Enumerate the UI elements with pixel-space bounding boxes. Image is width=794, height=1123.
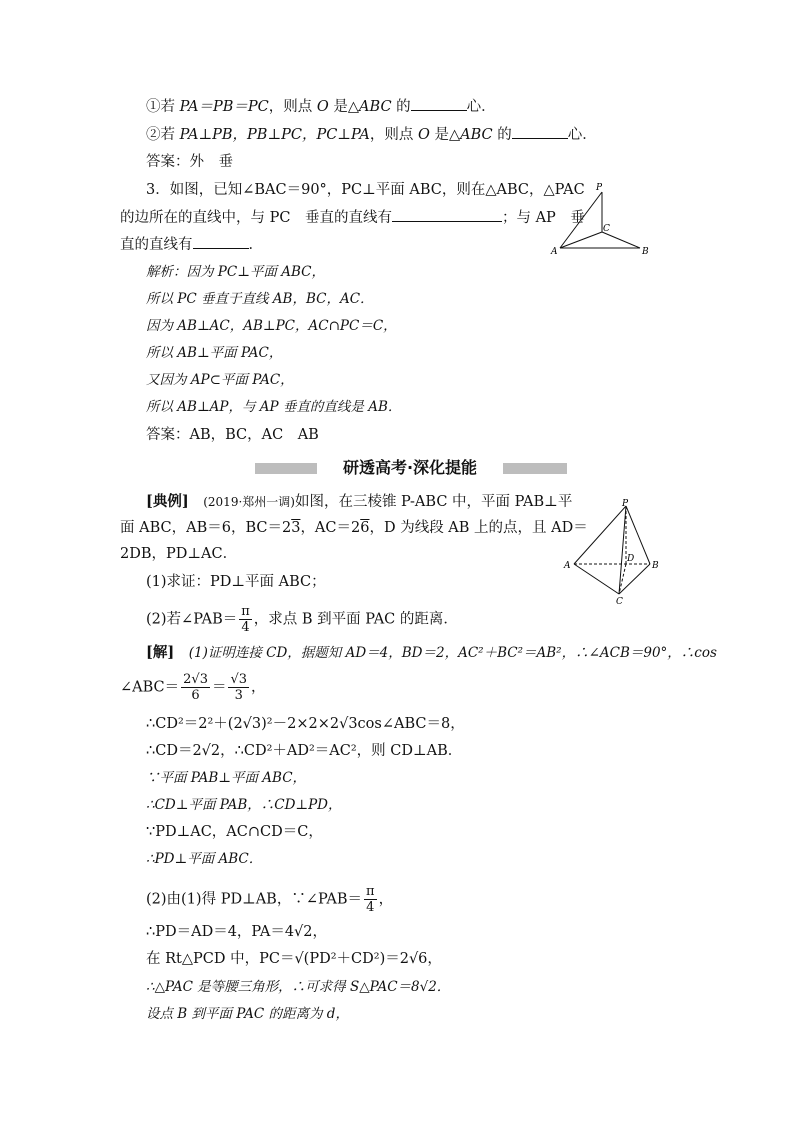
analysis-line: 因为 AB⊥AC，AB⊥PC，AC∩PC＝C， [146, 318, 397, 334]
answer-blank [512, 124, 568, 139]
solution-line-5: ∵平面 PAB⊥平面 ABC， [146, 770, 307, 786]
example-line-1: [典例] (2019·郑州一调)如图，在三棱锥 P-ABC 中，平面 PAB⊥平 [146, 493, 573, 510]
label-a: A [551, 247, 558, 257]
edge-cb [619, 564, 650, 594]
banner-bar-right [503, 463, 567, 474]
solution-line-2: ∠ABC＝ $\frac{2√3}{6}$ ＝ $\frac{√3}{3}$ ， [120, 672, 266, 703]
label-d: D [627, 554, 635, 564]
analysis-line: 所以 AB⊥AP，与 AP 垂直的直线是 AB． [146, 399, 402, 415]
solution-line-11: 在 Rt△PCD 中，PC＝√(PD²＋CD²)＝2√6， [146, 951, 442, 967]
banner-bar-left [255, 463, 317, 474]
edge-cb [602, 232, 640, 248]
question-item-2: ②若 PA⊥PB，PB⊥PC，PC⊥PA，则点 O 是△ABC 的 心． [146, 124, 597, 145]
label-c: C [603, 224, 610, 234]
label-a: A [564, 561, 571, 571]
solution-line-9: (2)由(1)得 PD⊥AB，∵∠PAB＝ $\frac{\pi}{4}$ ， [146, 884, 394, 915]
question-item-1: ①若 PA＝PB＝PC，则点 O 是△ABC 的 心． [146, 96, 496, 117]
example-line-2: 面 ABC，AB＝6，BC＝23，AC＝26，D 为线段 AB 上的点，且 AD＝ [120, 520, 588, 536]
solution-line-7: ∵PD⊥AC，AC∩CD＝C， [146, 824, 323, 840]
example-part-2: (2)若∠PAB＝ $\frac{\pi}{4}$ ，求点 B 到平面 PAC 的距离． [146, 604, 458, 635]
solution-line-13: 设点 B 到平面 PAC 的距离为 d， [146, 1006, 349, 1022]
solution-line-3: ∴CD²＝2²＋(2√3)²－2×2×2√3cos∠ABC＝8， [146, 716, 465, 732]
tetrahedron-figure-1 [548, 180, 658, 262]
analysis-line: 解析：因为 PC⊥平面 ABC， [146, 264, 325, 280]
fraction: $\frac{\pi}{4}$ [241, 604, 250, 635]
answer-blank [193, 234, 249, 249]
label-p: P [596, 183, 603, 193]
answer-blank [411, 96, 467, 111]
answer-blank [392, 207, 502, 222]
question-3-line-3: 直的直线有 ． [120, 234, 263, 255]
answer-line: 答案：AB，BC，AC AB [146, 427, 319, 443]
answer-line: 答案：外 垂 [146, 154, 233, 170]
fraction: $\frac{2√3}{6}$ [183, 672, 208, 703]
section-banner [255, 458, 567, 478]
solution-line-4: ∴CD＝2√2，∴CD²＋AD²＝AC²，则 CD⊥AB． [146, 743, 463, 759]
analysis-line: 所以 PC 垂直于直线 AB，BC，AC． [146, 291, 374, 307]
example-part-1: (1)求证：PD⊥平面 ABC； [146, 574, 326, 590]
analysis-line: 所以 AB⊥平面 PAC， [146, 345, 283, 361]
label-b: B [652, 561, 659, 571]
label-b: B [642, 247, 649, 257]
solution-line-10: ∴PD＝AD＝4，PA＝4√2， [146, 924, 328, 940]
solution-line-6: ∴CD⊥平面 PAB，∴CD⊥PD， [146, 797, 342, 813]
section-title: 研透高考·深化提能 [342, 458, 478, 477]
edge-ac [574, 564, 619, 594]
tetrahedron-figure-2 [562, 498, 666, 606]
solution-line-1: [解] (1)证明连接 CD，据题知 AD＝4，BD＝2，AC²＋BC²＝AB²，∴∠ACB＝90°，∴cos [146, 644, 717, 661]
fraction: $\frac{\pi}{4}$ [366, 884, 375, 915]
question-3-line-2: 的边所在的直线中，与 PC 垂直的直线有 ；与 AP 垂 [120, 207, 585, 228]
solution-line-8: ∴PD⊥平面 ABC． [146, 851, 263, 867]
solution-line-12: ∴△PAC 是等腰三角形，∴可求得 S△PAC＝8√2． [146, 979, 451, 995]
example-line-3: 2DB，PD⊥AC． [120, 546, 238, 562]
label-c: C [616, 597, 623, 606]
analysis-line: 又因为 AP⊂平面 PAC， [146, 372, 294, 388]
fraction: $\frac{√3}{3}$ [230, 672, 248, 703]
label-p: P [622, 499, 629, 509]
edge-pa [574, 506, 626, 564]
question-3-line-1: 3．如图，已知∠BAC＝90°，PC⊥平面 ABC，则在△ABC，△PAC [146, 182, 585, 198]
